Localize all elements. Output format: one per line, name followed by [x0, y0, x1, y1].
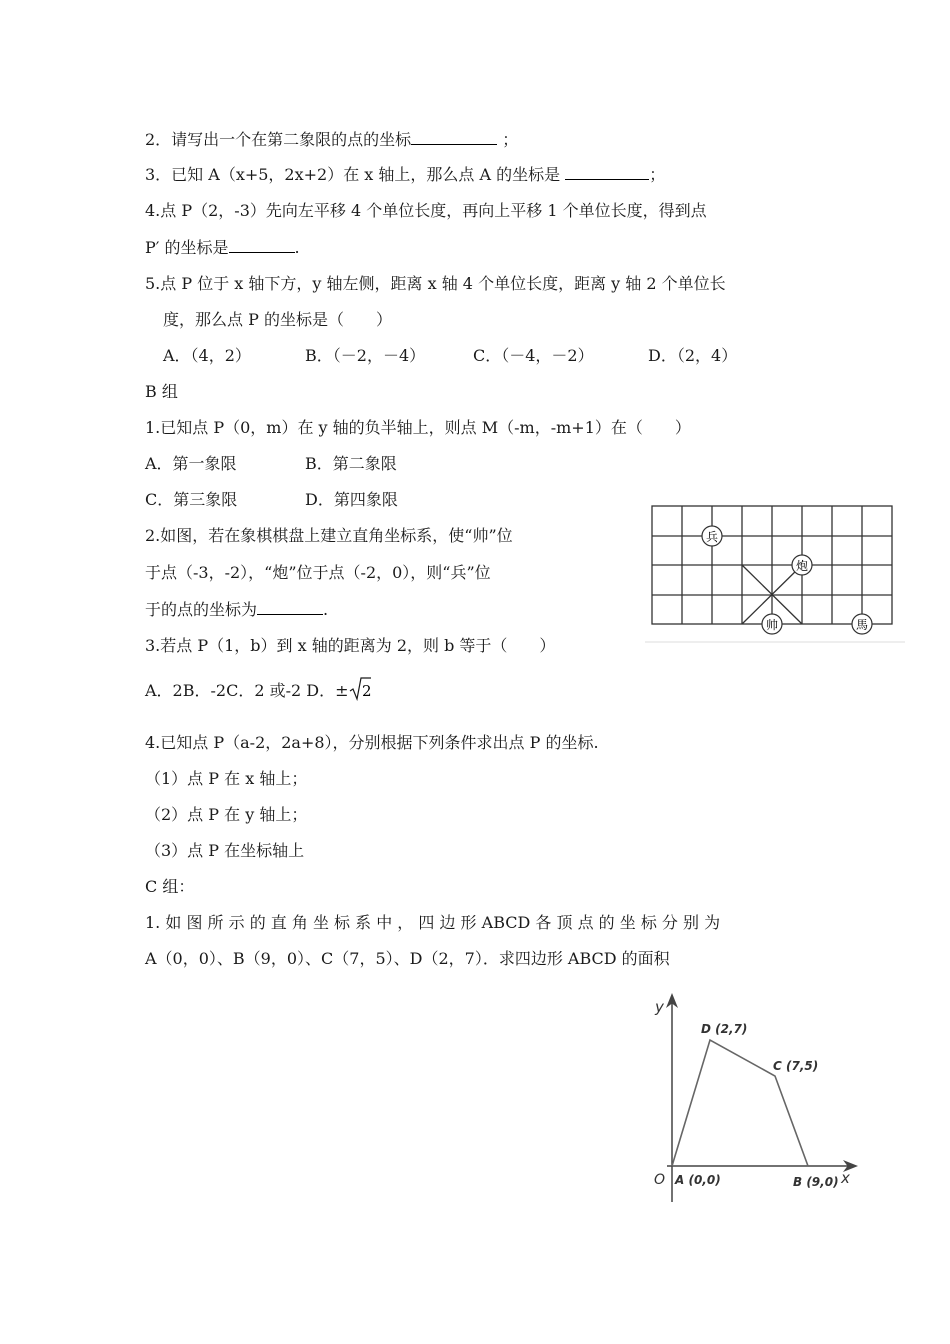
origin-label: O	[654, 1172, 666, 1188]
question-b2-line2: 于点（-3，-2），“炮”位于点（-2，0），则“兵”位	[145, 563, 491, 582]
answer-blank[interactable]	[411, 130, 497, 145]
question-b3-options	[145, 677, 371, 701]
radicand: 2	[361, 682, 372, 700]
quadrilateral-figure	[645, 990, 875, 1210]
point-c-label: C (7,5)	[773, 1059, 819, 1073]
chessboard-figure	[645, 500, 905, 640]
section-b-heading: B 组	[145, 382, 178, 401]
bing-piece	[702, 526, 722, 546]
question-b2-line3	[145, 600, 328, 620]
radical-sign	[349, 677, 371, 701]
question-a4-line2	[145, 238, 300, 258]
question-c1-line2: A（0，0）、B（9，0）、C（7，5）、D（2，7）．求四边形 ABCD 的面积	[145, 949, 670, 968]
option-d[interactable]: D．第四象限	[305, 490, 398, 509]
point-b-label: B (9,0)	[793, 1175, 839, 1189]
option-c[interactable]: C．（－4，－2）	[473, 346, 594, 365]
question-a4-suffix: .	[294, 238, 300, 257]
option-d[interactable]: D．（2，4）	[648, 346, 738, 365]
option-d[interactable]	[306, 681, 370, 700]
question-a2	[145, 130, 518, 150]
question-b1-options-row2	[145, 490, 398, 510]
question-b1: 1.已知点 P（0，m）在 y 轴的负半轴上，则点 M（-m，-m+1）在（ ）	[145, 418, 691, 437]
question-a3	[145, 165, 665, 185]
board-grid	[652, 506, 892, 624]
answer-blank[interactable]	[257, 600, 323, 615]
question-b4-part3: （3）点 P 在坐标轴上	[145, 841, 305, 860]
question-b2-line1: 2.如图，若在象棋棋盘上建立直角坐标系，使“帅”位	[145, 526, 513, 545]
option-b[interactable]: B．第二象限	[305, 454, 397, 473]
option-b[interactable]: B．（－2，－4）	[305, 346, 426, 365]
svg-text:兵: 兵	[705, 530, 719, 544]
question-b4-part2: （2）点 P 在 y 轴上；	[145, 805, 308, 824]
question-b4-part1: （1）点 P 在 x 轴上；	[145, 769, 308, 788]
section-c-heading: C 组：	[145, 877, 195, 896]
option-c[interactable]: C．第三象限	[145, 490, 238, 509]
question-a4-text: P′ 的坐标是	[145, 238, 229, 257]
question-a3-text: 3．已知 A（x+5，2x+2）在 x 轴上，那么点 A 的坐标是	[145, 165, 561, 184]
svg-text:帅: 帅	[765, 618, 779, 632]
answer-blank[interactable]	[565, 165, 649, 180]
ma-piece	[852, 614, 872, 634]
option-a[interactable]: A．（4，2）	[163, 346, 251, 365]
question-b3: 3.若点 P（1，b）到 x 轴的距离为 2，则 b 等于（ ）	[145, 636, 556, 655]
question-a3-suffix: ；	[649, 165, 666, 184]
question-a5-line1: 5.点 P 位于 x 轴下方，y 轴左侧，距离 x 轴 4 个单位长度，距离 y 轴 2 个单位长	[145, 274, 726, 293]
svg-text:炮: 炮	[795, 559, 809, 573]
svg-text:馬: 馬	[855, 618, 869, 632]
question-c1-line1: 1. 如 图 所 示 的 直 角 坐 标 系 中 ， 四 边 形 ABCD 各 顶 点 的 坐 标 分 别 为	[145, 913, 721, 932]
question-a2-suffix: ；	[502, 130, 519, 149]
point-d-label: D (2,7)	[701, 1022, 748, 1036]
question-a2-text: 2．请写出一个在第二象限的点的坐标	[145, 130, 412, 149]
y-axis-label: y	[655, 998, 664, 1016]
answer-blank[interactable]	[229, 238, 295, 253]
option-d-label: D．±	[306, 681, 349, 700]
question-b2-suffix: .	[323, 600, 329, 619]
sqrt-symbol	[349, 677, 371, 701]
x-axis-label: x	[841, 1169, 850, 1187]
point-a-label: A (0,0)	[675, 1173, 721, 1187]
question-b4: 4.已知点 P（a-2，2a+8），分别根据下列条件求出点 P 的坐标.	[145, 733, 599, 752]
question-a4-line1: 4.点 P（2，-3）先向左平移 4 个单位长度，再向上平移 1 个单位长度，得到点	[145, 201, 707, 220]
shuai-piece	[762, 614, 782, 634]
question-b2-text: 于的点的坐标为	[145, 600, 258, 619]
option-a[interactable]: A．第一象限	[145, 454, 237, 473]
pao-piece	[792, 555, 812, 575]
question-a5-line2: 度，那么点 P 的坐标是（ ）	[163, 310, 392, 329]
option-abc[interactable]: A．2B．-2C．2 或-2	[145, 681, 302, 700]
question-b1-options-row1	[145, 454, 397, 474]
question-a5-options	[163, 346, 737, 366]
